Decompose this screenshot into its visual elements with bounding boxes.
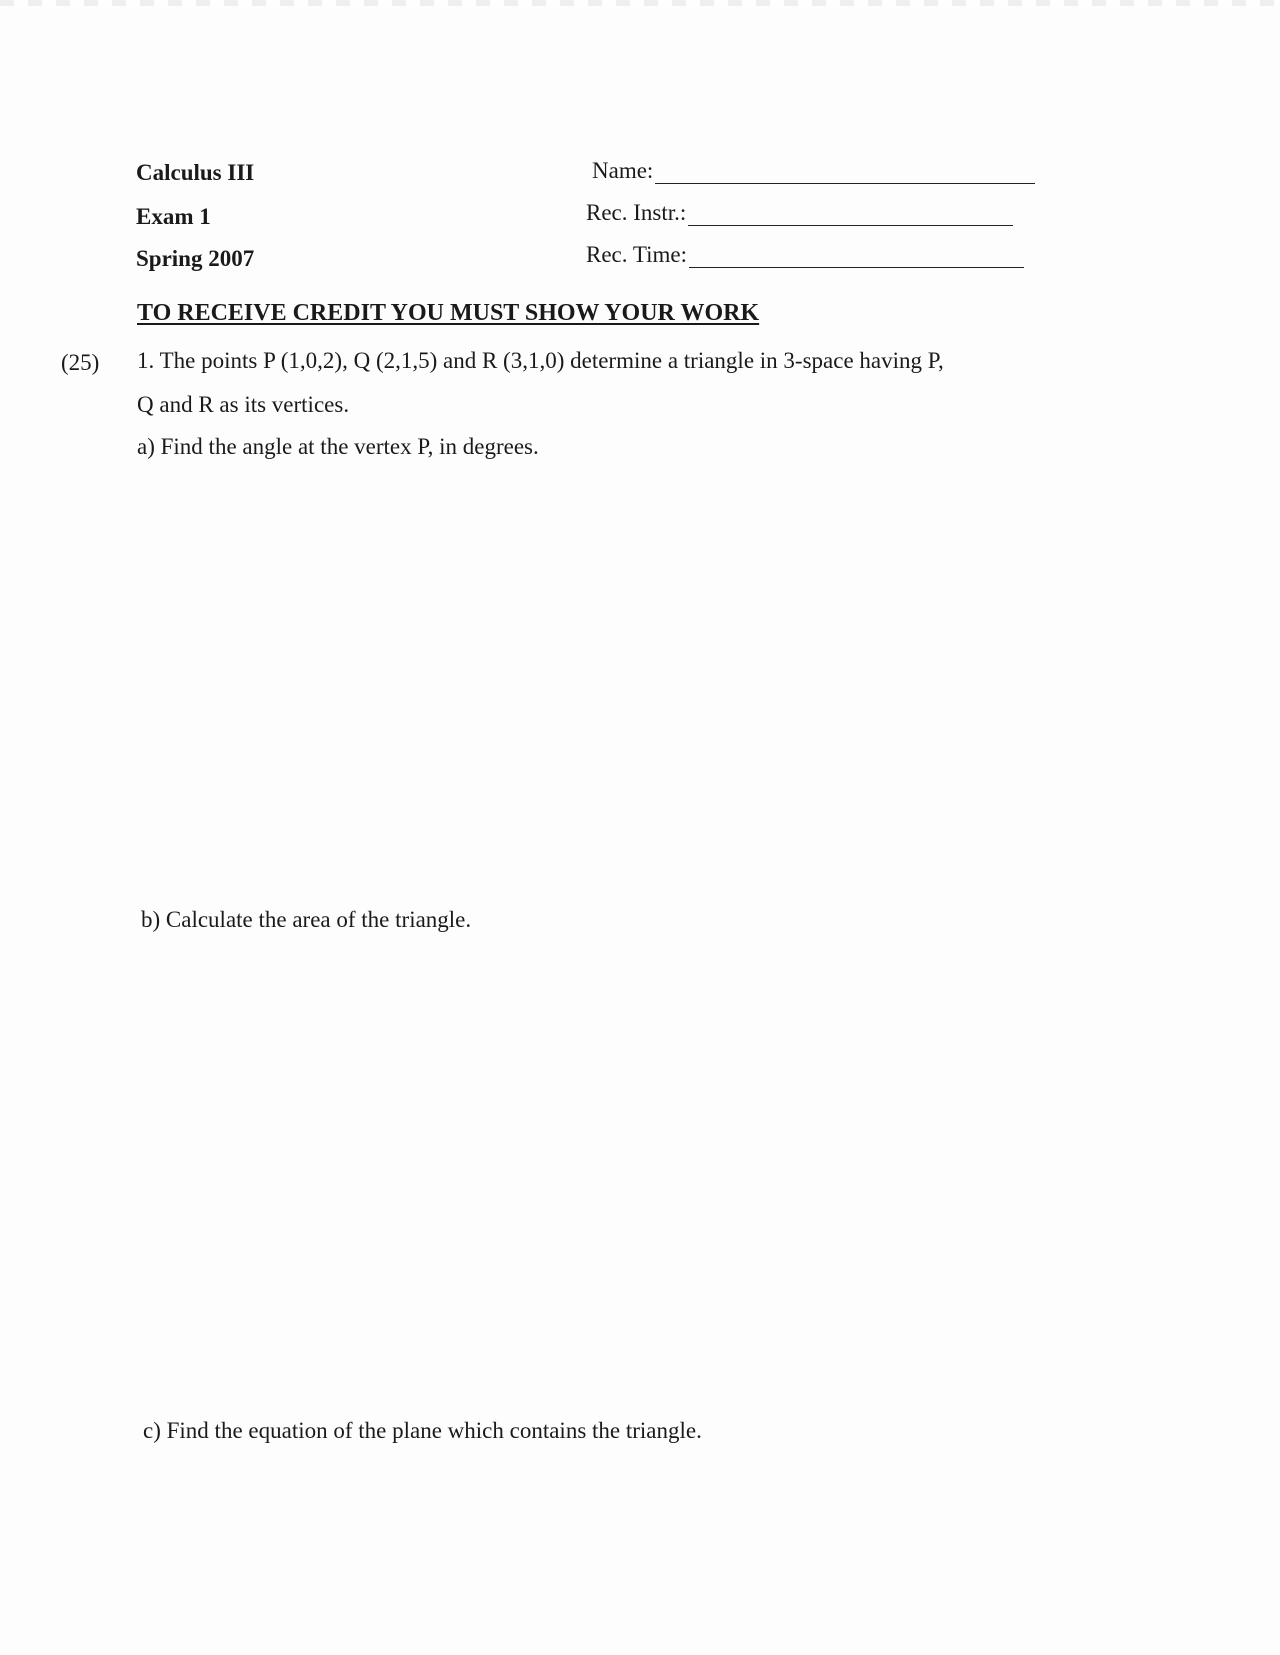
rec-time-blank-line[interactable] (689, 245, 1024, 268)
problem-points: (25) (61, 350, 100, 375)
rec-instr-blank-line[interactable] (688, 203, 1013, 226)
problem-stem-line1: 1. The points P (1,0,2), Q (2,1,5) and R (3,1,0) determine a triangle in 3-space having P, (137, 348, 944, 373)
rec-instr-field[interactable] (586, 200, 1013, 226)
show-work-notice: TO RECEIVE CREDIT YOU MUST SHOW YOUR WORK (137, 300, 760, 326)
problem-stem-line2: Q and R as its vertices. (137, 392, 350, 417)
part-a-prompt: a) Find the angle at the vertex P, in degrees. (137, 434, 539, 459)
rec-instr-label: Rec. Instr.: (586, 200, 687, 225)
part-b-prompt: b) Calculate the area of the triangle. (141, 907, 472, 932)
rec-time-field[interactable] (586, 242, 1024, 268)
scan-edge-artifact (0, 0, 1280, 6)
exam-title: Exam 1 (136, 204, 211, 229)
exam-term: Spring 2007 (136, 246, 255, 271)
part-c-prompt: c) Find the equation of the plane which contains the triangle. (143, 1418, 702, 1443)
course-title: Calculus III (136, 160, 255, 185)
rec-time-label: Rec. Time: (586, 242, 687, 267)
name-blank-line[interactable] (655, 161, 1035, 184)
name-field[interactable] (592, 158, 1035, 184)
name-label: Name: (592, 158, 654, 183)
